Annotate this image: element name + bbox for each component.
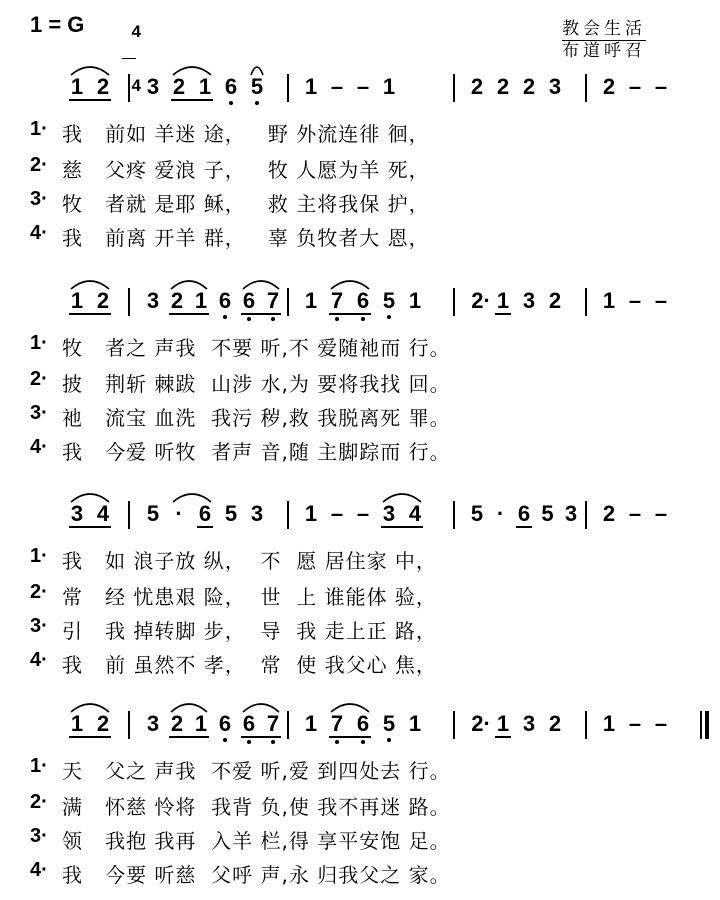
note-token: 7: [330, 288, 344, 313]
final-bar-thin: [700, 711, 702, 739]
note-token: 1: [382, 74, 396, 99]
bar-line: [585, 501, 587, 529]
underline-beam: [197, 526, 213, 528]
note-token: 5: [541, 501, 554, 526]
bar-line: [128, 74, 130, 102]
lyric-line: 我 如 浪子放 纵， 不 愿 居住家 中，: [62, 549, 437, 573]
bar-line: [453, 501, 455, 529]
note-token: 3: [548, 74, 562, 99]
note-token: 5: [146, 501, 160, 526]
slur: [330, 699, 370, 713]
note-token: 2: [170, 711, 184, 736]
verse-number: 2·: [30, 791, 48, 813]
key-signature: 1 = G: [30, 12, 85, 37]
final-bar-thick: [705, 711, 709, 739]
note-token: 2: [96, 288, 110, 313]
bar-line: [128, 501, 130, 529]
beam-connector: [344, 736, 356, 738]
lyric-line: 牧 者之 声我 不要 听,不 爱随祂而 行。: [62, 336, 451, 360]
note-token: 1: [408, 711, 422, 736]
underline-beam: [69, 736, 85, 738]
note-token: 2: [170, 288, 184, 313]
slur: [70, 489, 110, 503]
underline-beam: [197, 99, 213, 101]
note-token: –: [654, 711, 668, 736]
note-token: 3: [146, 74, 160, 99]
slur: [242, 699, 280, 713]
underline-beam: [495, 736, 511, 738]
slur: [250, 62, 264, 76]
octave-dot-low: [247, 317, 251, 321]
verse-number: 2·: [30, 368, 48, 390]
note-token: 6: [198, 501, 212, 526]
beam-connector: [84, 526, 96, 528]
lyric-line: 披 荆斩 棘跋 山涉 水,为 要将我找 回。: [62, 372, 451, 396]
note-token: 1: [198, 74, 212, 99]
lyric-line: 常 经 忧患艰 险， 世 上 谁能体 验，: [62, 585, 437, 609]
verse-number: 3·: [30, 825, 48, 847]
note-token: –: [628, 288, 642, 313]
time-signature-top: 4: [131, 22, 141, 41]
slur: [70, 62, 110, 76]
note-token: ·: [496, 501, 505, 526]
bar-line: [585, 711, 587, 739]
underline-beam: [95, 526, 111, 528]
lyric-line: 我 前 虽然不 孝， 常 使 我父心 焦，: [62, 653, 437, 677]
verse-number: 1·: [30, 118, 48, 140]
bar-line: [453, 711, 455, 739]
bar-line: [287, 501, 289, 529]
note-token: 1: [194, 288, 208, 313]
note-token: 1: [304, 288, 318, 313]
octave-dot-low: [271, 317, 275, 321]
underline-beam: [241, 313, 257, 315]
bar-line: [453, 288, 455, 316]
note-token: 1: [70, 288, 84, 313]
beam-connector: [186, 99, 198, 101]
beam-connector: [344, 313, 356, 315]
note-token: 7: [330, 711, 344, 736]
note-token: 2: [96, 74, 110, 99]
octave-dot-low: [223, 315, 227, 319]
bar-line: [287, 288, 289, 316]
octave-dot-low: [223, 738, 227, 742]
verse-number: 4·: [30, 649, 48, 671]
category-primary: 教会生活: [562, 14, 646, 41]
bar-line: [128, 711, 130, 739]
octave-dot-low: [335, 740, 339, 744]
underline-beam: [407, 526, 423, 528]
octave-dot-low: [229, 101, 233, 105]
underline-beam: [95, 99, 111, 101]
note-token: 2: [96, 711, 110, 736]
underline-beam: [69, 313, 85, 315]
verse-number: 3·: [30, 615, 48, 637]
note-token: 2: [522, 74, 536, 99]
lyric-line: 天 父之 声我 不爱 听,爱 到四处去 行。: [62, 759, 451, 783]
beam-connector: [396, 526, 408, 528]
note-token: 2: [470, 74, 484, 99]
underline-beam: [381, 526, 397, 528]
note-token: 2·: [471, 711, 491, 736]
verse-number: 2·: [30, 154, 48, 176]
verse-number: 4·: [30, 222, 48, 244]
note-token: 6: [356, 711, 370, 736]
note-token: 6: [517, 501, 531, 526]
beam-connector: [84, 736, 96, 738]
note-token: 1: [602, 711, 616, 736]
note-token: 1: [304, 74, 318, 99]
note-token: 6: [356, 288, 370, 313]
underline-beam: [241, 736, 257, 738]
octave-dot-low: [271, 740, 275, 744]
slur: [382, 489, 422, 503]
bar-line: [453, 74, 455, 102]
lyric-line: 我 前离 开羊 群， 辜 负牧者大 恩，: [62, 226, 430, 250]
note-token: 5: [470, 501, 484, 526]
lyric-line: 领 我抱 我再 入羊 栏,得 享平安饱 足。: [62, 829, 451, 853]
lyric-line: 慈 父疼 爱浪 子， 牧 人愿为羊 死，: [62, 158, 430, 182]
category-secondary: 布道呼召: [562, 41, 646, 61]
lyric-line: 牧 者就 是耶 稣， 救 主将我保 护，: [62, 192, 430, 216]
underline-beam: [95, 736, 111, 738]
beam-connector: [256, 313, 266, 315]
underline-beam: [69, 99, 85, 101]
lyric-line: 我 今要 听慈 父呼 声,永 归我父之 家。: [62, 863, 451, 887]
note-token: –: [628, 501, 642, 526]
time-signature-bottom: 4: [131, 76, 141, 95]
note-token: 3: [250, 501, 264, 526]
note-token: 1: [194, 711, 208, 736]
underline-beam: [329, 313, 345, 315]
note-token: 5: [382, 711, 396, 736]
underline-beam: [265, 313, 281, 315]
note-token: –: [628, 74, 642, 99]
note-token: 6: [242, 288, 256, 313]
underline-beam: [355, 313, 371, 315]
verse-number: 3·: [30, 188, 48, 210]
underline-beam: [169, 313, 185, 315]
beam-connector: [84, 99, 96, 101]
note-token: 5: [224, 501, 238, 526]
octave-dot-low: [247, 740, 251, 744]
underline-beam: [193, 313, 209, 315]
note-token: –: [628, 711, 642, 736]
note-token: 2: [602, 501, 616, 526]
underline-beam: [329, 736, 345, 738]
underline-beam: [95, 313, 111, 315]
note-token: –: [356, 74, 370, 99]
octave-dot-low: [255, 101, 259, 105]
note-token: –: [654, 501, 668, 526]
bar-line: [128, 288, 130, 316]
note-token: 3: [564, 501, 578, 526]
slur: [170, 276, 208, 290]
slur: [242, 276, 280, 290]
note-token: 5: [382, 288, 396, 313]
underline-beam: [265, 736, 281, 738]
underline-beam: [355, 736, 371, 738]
note-token: 1: [304, 711, 318, 736]
note-token: 6: [218, 711, 232, 736]
slur: [330, 276, 370, 290]
octave-dot-low: [361, 317, 365, 321]
bar-line: [585, 288, 587, 316]
slur: [70, 276, 110, 290]
octave-dot-low: [387, 315, 391, 319]
note-token: 2: [548, 288, 562, 313]
slur: [170, 699, 208, 713]
note-token: 7: [266, 711, 280, 736]
note-token: 1: [70, 711, 84, 736]
note-token: 3: [146, 711, 160, 736]
underline-beam: [516, 526, 532, 528]
lyric-line: 满 怀慈 怜将 我背 负,使 我不再迷 路。: [62, 795, 451, 819]
note-token: 1: [496, 711, 510, 736]
note-token: 3: [70, 501, 84, 526]
underline-beam: [69, 526, 85, 528]
note-token: 6: [242, 711, 256, 736]
octave-dot-low: [361, 740, 365, 744]
note-token: –: [654, 74, 668, 99]
verse-number: 1·: [30, 545, 48, 567]
underline-beam: [495, 313, 511, 315]
note-token: 2: [496, 74, 510, 99]
note-token: 5: [250, 74, 264, 99]
note-token: 1: [304, 501, 318, 526]
lyric-line: 祂 流宝 血洗 我污 秽,救 我脱离死 罪。: [62, 406, 451, 430]
verse-number: 1·: [30, 755, 48, 777]
lyric-line: 我 前如 羊迷 途， 野 外流连徘 徊，: [62, 122, 430, 146]
note-token: 3: [382, 501, 396, 526]
lyric-line: 引 我 掉转脚 步， 导 我 走上正 路，: [62, 619, 437, 643]
beam-connector: [84, 313, 96, 315]
bar-line: [287, 711, 289, 739]
verse-number: 1·: [30, 332, 48, 354]
beam-connector: [184, 736, 194, 738]
bar-line: [287, 74, 289, 102]
bar-line: [585, 74, 587, 102]
underline-beam: [171, 99, 187, 101]
note-token: 4: [408, 501, 422, 526]
verse-number: 4·: [30, 859, 48, 881]
note-token: 2: [602, 74, 616, 99]
lyric-line: 我 今爱 听牧 者声 音,随 主脚踪而 行。: [62, 440, 451, 464]
beam-connector: [184, 313, 194, 315]
note-token: 1: [408, 288, 422, 313]
note-token: –: [330, 74, 344, 99]
note-token: 1: [496, 288, 510, 313]
slur: [70, 699, 110, 713]
note-token: 4: [96, 501, 110, 526]
note-token: –: [654, 288, 668, 313]
verse-number: 3·: [30, 402, 48, 424]
note-token: 6: [218, 288, 232, 313]
note-token: ·: [175, 501, 183, 526]
note-token: –: [356, 501, 370, 526]
note-token: 7: [266, 288, 280, 313]
underline-beam: [169, 736, 185, 738]
note-token: 1: [70, 74, 84, 99]
octave-dot-low: [387, 738, 391, 742]
note-token: –: [330, 501, 344, 526]
beam-connector: [256, 736, 266, 738]
note-token: 6: [224, 74, 238, 99]
verse-number: 2·: [30, 581, 48, 603]
underline-beam: [193, 736, 209, 738]
octave-dot-low: [335, 317, 339, 321]
note-token: 1: [602, 288, 616, 313]
note-token: 2: [548, 711, 562, 736]
slur: [172, 62, 212, 76]
verse-number: 4·: [30, 436, 48, 458]
slur: [172, 489, 212, 503]
note-token: 2·: [471, 288, 491, 313]
note-token: 3: [146, 288, 160, 313]
note-token: 3: [522, 288, 536, 313]
note-token: 2: [172, 74, 186, 99]
note-token: 3: [522, 711, 536, 736]
